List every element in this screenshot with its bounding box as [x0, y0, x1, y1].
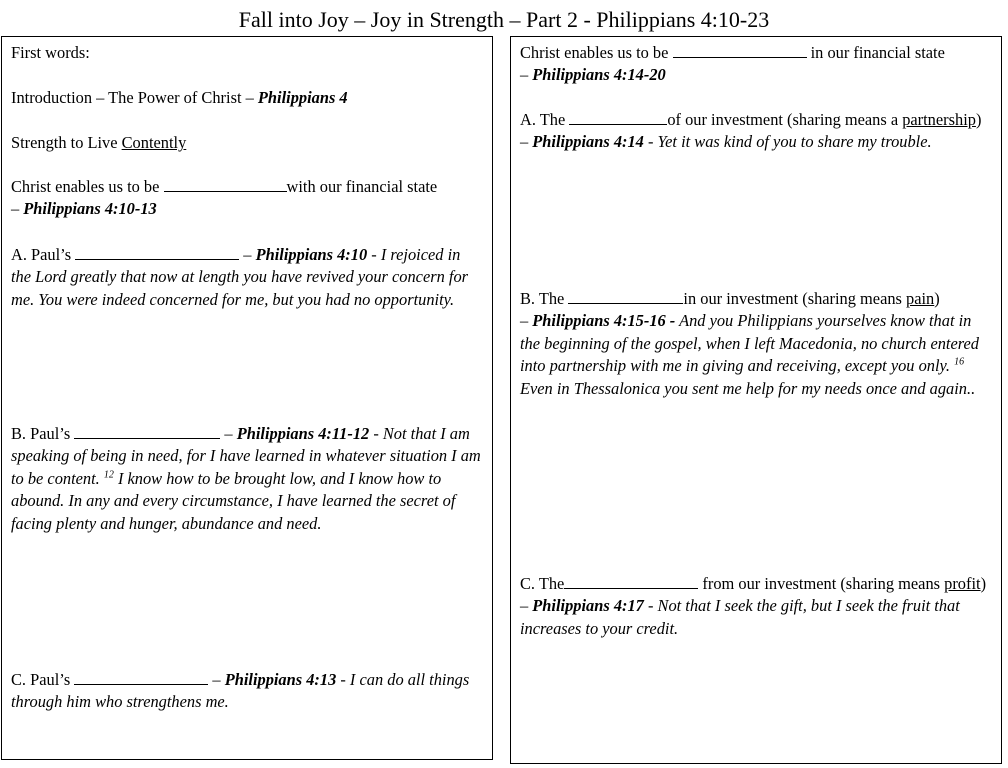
introduction-line [11, 87, 481, 109]
left-b-verse-2: I know how to be brought low, and I know how to abound. In any and every circumstance, I have learned the secret of facing plenty and hunger, abundance and need. [11, 468, 456, 533]
point-two-ref: Philippians 4:14-20 [532, 65, 666, 85]
left-c-dash: – [208, 670, 225, 689]
point-two-blank [673, 43, 807, 58]
right-a-post: of our investment (sharing means a [667, 110, 903, 129]
right-c-word: profit [944, 574, 981, 593]
right-c-verse: - Not that I seek the gift, but I seek the fruit that increases to your credit. [520, 596, 960, 638]
left-point-b [11, 423, 481, 535]
left-c-verse: - I can do all things through him who strengthens me. [11, 670, 470, 712]
right-c-pre: C. The [520, 574, 565, 593]
right-b-verse-number: 16 [954, 356, 965, 368]
right-b-verse-1: And you Philippians yourselves know that in the beginning of the gospel, when I left Macedonia, no church entered into partnership with me in giving and receiving, except you only. [520, 311, 979, 376]
first-words: First words: [11, 43, 90, 62]
page-title: Fall into Joy – Joy in Strength – Part 2 - Philippians 4:10-23 [238, 7, 770, 32]
right-c-post: from our investment (sharing means [698, 574, 945, 593]
right-a-ref: Philippians 4:14 [532, 132, 644, 152]
point-one-ref: Philippians 4:10-13 [23, 199, 157, 219]
introduction-ref: Philippians 4 [257, 88, 348, 107]
point-one-pre: Christ enables us to be [11, 177, 164, 196]
right-point-a [520, 109, 990, 154]
right-a-blank [569, 110, 667, 125]
left-c-pre: C. Paul’s [11, 670, 75, 689]
right-b-word: pain [906, 289, 935, 308]
strength-text: Strength to Live [11, 133, 122, 152]
right-b-close: ) [934, 289, 940, 308]
right-b-ref: Philippians 4:15-16 - [532, 311, 676, 331]
right-column [510, 36, 1002, 764]
left-point-c [11, 669, 481, 714]
right-point-b [520, 288, 990, 400]
point-two [520, 42, 990, 87]
left-b-ref: Philippians 4:11-12 [236, 424, 370, 443]
right-c-close: ) – [520, 574, 987, 616]
right-b-dash: – [520, 311, 533, 331]
left-b-verse-1: - Not that I am speaking of being in need, for I have learned in whatever situation I am to be content. [11, 424, 481, 488]
left-b-pre: B. Paul’s [11, 424, 75, 443]
right-point-c [520, 573, 990, 640]
left-point-a [11, 244, 481, 311]
right-c-blank [564, 574, 698, 589]
left-b-verse-number: 12 [103, 469, 114, 481]
point-two-post: in our financial state [806, 43, 945, 62]
left-column [1, 36, 493, 760]
point-one [11, 176, 481, 221]
left-a-verse: - I rejoiced in the Lord greatly that now at length you have revived your concern for me. You were indeed concerned for me, but you had no opportunity. [11, 245, 469, 309]
right-b-blank [568, 289, 683, 304]
right-b-pre: B. The [520, 289, 569, 308]
left-a-ref: Philippians 4:10 [255, 245, 368, 264]
left-c-ref: Philippians 4:13 [224, 670, 337, 689]
left-b-blank [74, 424, 220, 439]
right-a-pre: A. The [520, 110, 570, 129]
point-two-pre: Christ enables us to be [520, 43, 673, 62]
right-a-verse: - Yet it was kind of you to share my trouble. [643, 132, 932, 152]
right-c-ref: Philippians 4:17 [532, 596, 644, 616]
right-a-word: partnership [902, 110, 976, 129]
point-one-blank [164, 177, 287, 192]
right-b-post: in our investment (sharing means [683, 289, 907, 308]
right-b-verse-2: Even in Thessalonica you sent me help for my needs once and again.. [520, 378, 976, 398]
left-a-pre: A. Paul’s [11, 245, 76, 264]
left-a-dash: – [239, 245, 256, 264]
left-a-blank [75, 245, 239, 260]
introduction-text: Introduction – The Power of Christ – [11, 88, 258, 107]
strength-word: Contently [121, 133, 187, 152]
left-c-blank [74, 670, 208, 685]
point-two-dash: – [520, 65, 533, 85]
strength-line [11, 132, 481, 154]
left-b-dash: – [220, 424, 237, 443]
point-one-post: with our financial state [286, 177, 438, 196]
right-a-close: ) – [520, 110, 982, 152]
point-one-dash: – [11, 199, 24, 219]
